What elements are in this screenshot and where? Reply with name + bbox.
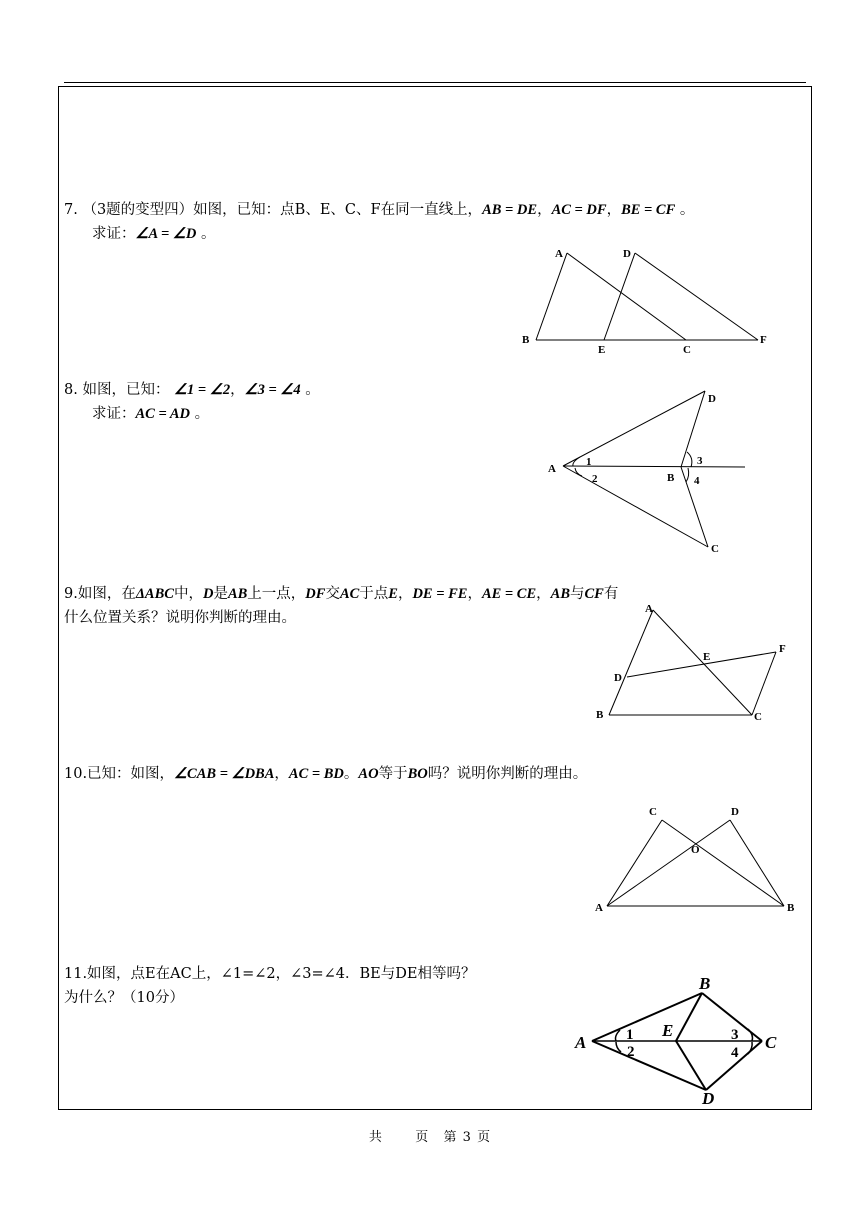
q7-eq-angle-a-d: ∠A = ∠D <box>135 226 197 242</box>
q11-line-ab <box>592 993 702 1041</box>
q11-text: 为什么？（10分） <box>64 990 184 1006</box>
q9-text: 9.如图，在 <box>64 586 136 602</box>
q7-prove-label: 求证： <box>92 226 136 242</box>
q8-eq-angle-3-4: ∠3 = ∠4 <box>244 382 301 398</box>
q10-text: 吗？说明你判断的理由。 <box>427 766 588 782</box>
q9-label-d: D <box>614 672 622 684</box>
q9-text: ， <box>536 586 551 602</box>
q9-label-e: E <box>703 651 711 663</box>
q11-label-c: C <box>765 1033 777 1052</box>
q9-triangle: ΔABC <box>135 586 174 602</box>
q9-text: 是 <box>213 586 228 602</box>
q11-label-e: E <box>662 1021 674 1040</box>
q7-sep: ， <box>537 202 552 218</box>
q8-text: 8. 如图，已知： <box>64 382 170 398</box>
q9-label-f: F <box>779 643 786 655</box>
q7-eq-be-cf: BE = CF <box>621 202 676 218</box>
q7-eq-ab-de: AB = DE <box>482 202 538 218</box>
q10-var-bo: BO <box>407 766 428 782</box>
footer-pages-label: 页 <box>415 1130 430 1145</box>
q9-eq-de-fe: DE = FE <box>412 586 468 602</box>
q8-label-2: 2 <box>592 473 598 485</box>
q11-arc-4 <box>748 1042 752 1054</box>
q9-var-d: D <box>202 586 214 602</box>
q9-var-df: DF <box>305 586 326 602</box>
q7-sep: ， <box>606 202 622 218</box>
q11-label-d: D <box>702 1089 715 1108</box>
q11-arc-1 <box>616 1030 621 1041</box>
q9-label-b: B <box>596 709 604 721</box>
q10-var-ao: AO <box>358 766 379 782</box>
q9-text: ， <box>397 586 413 602</box>
q8-prove-label: 求证： <box>92 406 136 422</box>
footer-page-suffix: 页 <box>477 1130 492 1145</box>
q9-text: ， <box>467 586 482 602</box>
q9-var-ab: AB <box>227 586 248 602</box>
q9-var-ab: AB <box>550 586 570 602</box>
q9-label-a: A <box>645 603 653 615</box>
q8-eq-angle-1-2: ∠1 = ∠2 <box>174 382 231 398</box>
q11-label-3: 3 <box>731 1027 739 1043</box>
q10-text: ， <box>274 766 289 782</box>
q7-text: 7. （3题的变型四）如图，已知：点B、E、C、F在同一直线上， <box>64 202 483 218</box>
q10-text: 10.已知：如图， <box>64 766 175 782</box>
q7-end: 。 <box>675 202 695 218</box>
q8-label-b: B <box>667 472 675 484</box>
footer-total-label: 共 <box>368 1130 383 1145</box>
q7-eq-ac-df: AC = DF <box>551 202 607 218</box>
q9-var-ac: AC <box>339 586 360 602</box>
q8-end: 。 <box>300 382 320 398</box>
q9-eq-ae-ce: AE = CE <box>481 586 537 602</box>
q9-label-c: C <box>754 711 762 723</box>
q9-var-e: E <box>388 586 398 602</box>
q11-label-a: A <box>575 1033 587 1052</box>
q10-text: 等于 <box>378 766 408 782</box>
q11-text: 11.如图，点E在AC上，∠1=∠2，∠3=∠4．BE与DE相等吗？ <box>64 966 476 982</box>
q10-label-o: O <box>691 844 700 856</box>
q9-text: 交 <box>325 586 340 602</box>
q9-var-cf: CF <box>584 586 604 602</box>
q7-label-f: F <box>760 334 767 346</box>
q10-eq-ac-bd: AC = BD <box>288 766 344 782</box>
q11-arc-3 <box>748 1029 753 1041</box>
q11-line-ad <box>592 1041 706 1090</box>
q8-eq-ac-ad: AC = AD <box>135 406 190 422</box>
q8-label-1: 1 <box>586 456 592 468</box>
q8-end: 。 <box>189 406 210 422</box>
q8-label-a: A <box>548 463 556 475</box>
q10-text: 。 <box>343 766 359 782</box>
q10-label-a: A <box>595 902 603 914</box>
q11-label-1: 1 <box>626 1027 634 1043</box>
q10-eq-angles: ∠CAB = ∠DBA <box>174 766 275 782</box>
q8-label-4: 4 <box>694 475 700 487</box>
q7-label-c: C <box>683 344 691 356</box>
q8-label-c: C <box>711 543 719 555</box>
q11-label-2: 2 <box>627 1044 635 1060</box>
q10-label-c: C <box>649 806 657 818</box>
q9-text: 有 <box>603 586 619 602</box>
q8-label-d: D <box>708 393 716 405</box>
q8-label-3: 3 <box>697 455 703 467</box>
page-footer <box>0 1126 860 1145</box>
footer-page-prefix: 第 <box>443 1130 458 1145</box>
footer-page-number: 3 <box>462 1130 472 1145</box>
q10-label-d: D <box>731 806 739 818</box>
q9-text: 于点 <box>359 586 389 602</box>
q9-text: 上一点， <box>247 586 306 602</box>
q10-label-b: B <box>787 902 795 914</box>
q7-label-a: A <box>555 248 563 260</box>
q11-label-4: 4 <box>731 1045 739 1061</box>
q7-label-e: E <box>598 344 606 356</box>
q8-sep: ， <box>230 382 245 398</box>
q7-end: 。 <box>196 226 216 242</box>
q9-text: 与 <box>570 586 585 602</box>
q7-label-b: B <box>522 334 530 346</box>
q9-text: 中， <box>173 586 203 602</box>
q9-text: 什么位置关系？说明你判断的理由。 <box>64 610 296 626</box>
q11-line-eb <box>676 993 702 1041</box>
q7-label-d: D <box>623 248 631 260</box>
q11-label-b: B <box>699 974 711 993</box>
q11-arc-2 <box>616 1042 621 1052</box>
